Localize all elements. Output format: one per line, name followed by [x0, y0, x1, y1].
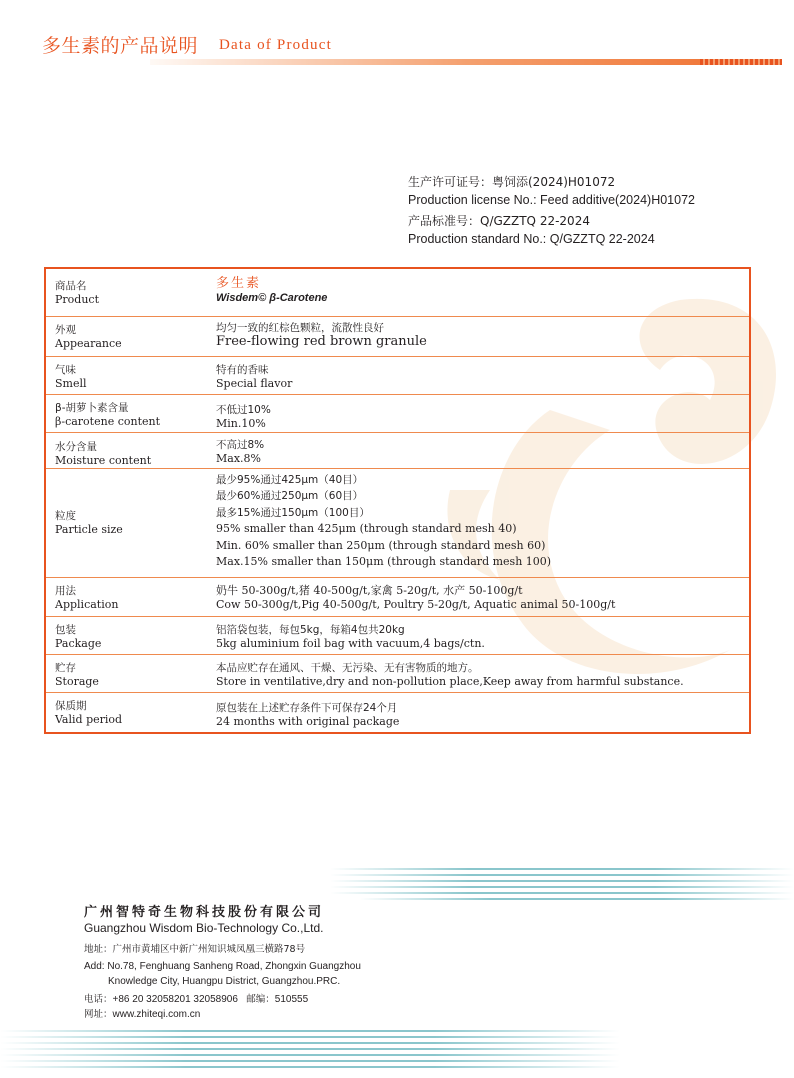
phone-line: 电话：+86 20 32058201 32058906 邮编：510555	[84, 994, 309, 1005]
product-name-cn: 多生素	[216, 276, 262, 291]
license-line-2: Production license No.: Feed additive(2024)H01072	[408, 193, 695, 207]
row-value: 本品应贮存在通风、干燥、无污染、无有害物质的地方。 Store in ventilative,dry and non-pollution place,Keep away from harmful substance.	[205, 654, 750, 692]
license-line-4: Production standard No.: Q/GZZTQ 22-2024	[408, 232, 655, 246]
row-value	[205, 268, 750, 316]
page-title-cn: 多生素的产品说明	[42, 35, 199, 57]
header-divider	[150, 59, 782, 65]
row-value: 不低过10% Min.10%	[205, 394, 750, 432]
table-row-application	[45, 577, 750, 616]
row-value: 原包装在上述贮存条件下可保存24个月 24 months with original package	[205, 692, 750, 733]
row-label: 保质期 Valid period	[45, 692, 205, 733]
table-row-package	[45, 616, 750, 654]
table-row-product	[45, 268, 750, 316]
row-label: 用法 Application	[45, 577, 205, 616]
phone-number: +86 20 32058201 32058906	[112, 994, 238, 1005]
row-label: 气味 Smell	[45, 356, 205, 394]
address-en-line-2: Knowledge City, Huangpu District, Guangzhou.PRC.	[108, 976, 341, 987]
company-info	[84, 901, 361, 1022]
address-cn: 地址：广州市黄埔区中新广州知识城凤凰三横路78号	[84, 944, 306, 955]
product-spec-table	[44, 267, 751, 734]
zip-code: 510555	[274, 994, 309, 1005]
license-line-1: 生产许可证号：粤饲添(2024)H01072	[408, 175, 616, 189]
table-row-carotene	[45, 394, 750, 432]
table-row-smell	[45, 356, 750, 394]
row-value: 铝箔袋包装，每包5kg，每箱4包共20kg 5kg aluminium foil bag with vacuum,4 bags/ctn.	[205, 616, 750, 654]
row-label: β-胡萝卜素含量 β-carotene content	[45, 394, 205, 432]
address	[84, 942, 361, 1022]
company-name-en: Guangzhou Wisdom Bio-Technology Co.,Ltd.	[84, 921, 324, 935]
header-divider-stripes	[700, 59, 782, 65]
row-value: 不高过8% Max.8%	[205, 432, 750, 468]
website-line: 网址：www.zhiteqi.com.cn	[84, 1009, 201, 1020]
row-label: 外观 Appearance	[45, 316, 205, 356]
row-value: 最少95%通过425μm（40目） 最少60%通过250μm（60目） 最多15%通过150μm（100目） 95% smaller than 425μm (through standard mesh 40) Min. 60% smaller than 250μm (through standard mesh 60) Max.15% smaller than 150μm (through standard mesh 100)	[205, 468, 750, 577]
row-label: 贮存 Storage	[45, 654, 205, 692]
row-label: 粒度 Particle size	[45, 468, 205, 577]
table-row-storage	[45, 654, 750, 692]
table-row-moisture	[45, 432, 750, 468]
page-title-en: Data of Product	[219, 37, 332, 53]
table-row-appearance	[45, 316, 750, 356]
row-value: 均匀一致的红棕色颗粒，流散性良好 Free-flowing red brown granule	[205, 316, 750, 356]
company-name-cn: 广州智特奇生物科技股份有限公司	[84, 905, 325, 920]
row-label: 水分含量 Moisture content	[45, 432, 205, 468]
table-row-particle-size	[45, 468, 750, 577]
row-value: 特有的香味 Special flavor	[205, 356, 750, 394]
row-label: 商品名 Product	[55, 280, 99, 306]
address-en-line-1: Add: No.78, Fenghuang Sanheng Road, Zhongxin Guangzhou	[84, 961, 361, 972]
row-value: 奶牛 50-300g/t,猪 40-500g/t,家禽 5-20g/t, 水产 50-100g/t Cow 50-300g/t,Pig 40-500g/t, Poultry 5-20g/t, Aquatic animal 50-100g/t	[205, 577, 750, 616]
license-line-3: 产品标准号：Q/GZZTQ 22-2024	[408, 214, 590, 228]
table-row-valid-period	[45, 692, 750, 733]
product-name-en: Wisdem© β-Carotene	[216, 292, 328, 304]
website-link[interactable]: www.zhiteqi.com.cn	[112, 1009, 201, 1020]
row-label: 包装 Package	[45, 616, 205, 654]
